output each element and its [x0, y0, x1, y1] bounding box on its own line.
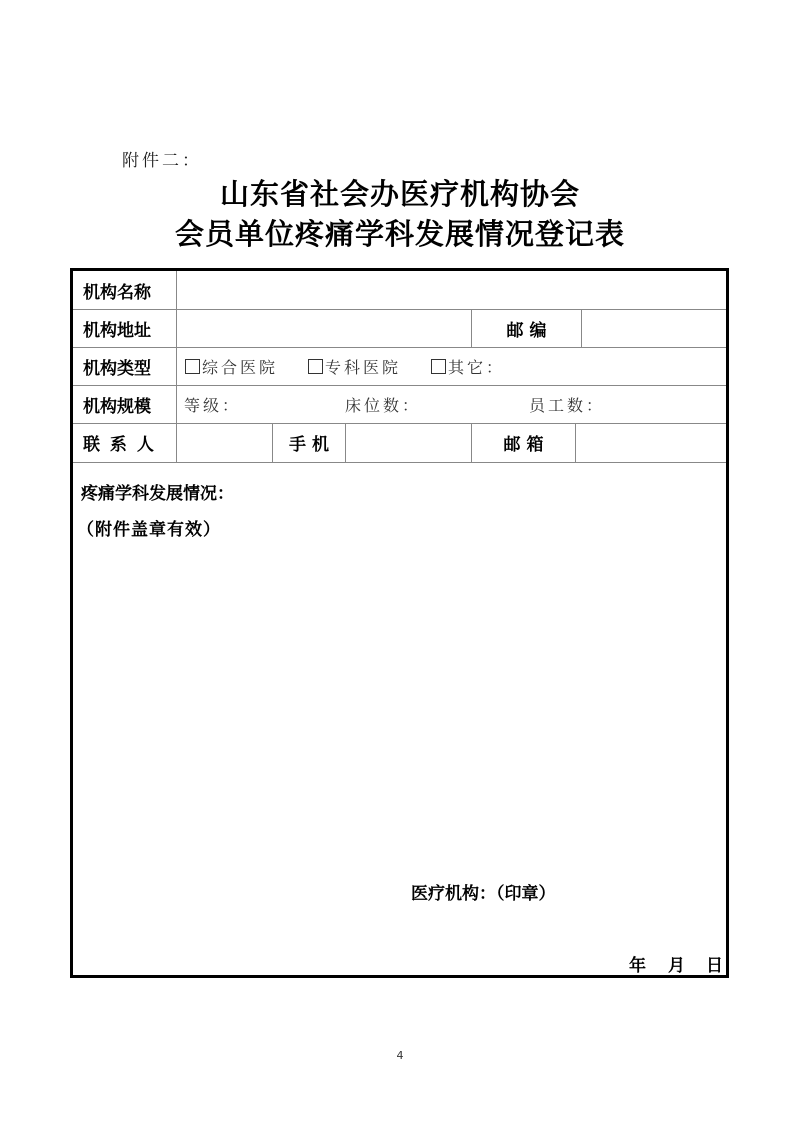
type-option-other[interactable]	[431, 355, 505, 378]
checkbox-icon[interactable]	[185, 359, 200, 374]
postcode-field[interactable]	[582, 309, 726, 347]
grade-label[interactable]: 等级：	[184, 395, 242, 415]
row-institution-name	[73, 271, 726, 310]
development-note: （附件盖章有效）	[77, 520, 221, 540]
phone-field[interactable]	[346, 423, 471, 462]
contact-person-label: 联 系 人	[83, 435, 156, 455]
institution-address-field[interactable]	[177, 309, 471, 347]
contact-person-field[interactable]	[177, 423, 272, 462]
email-label: 邮 箱	[503, 435, 544, 455]
development-label: 疼痛学科发展情况：	[81, 484, 234, 504]
checkbox-icon[interactable]	[431, 359, 446, 374]
registration-form	[70, 268, 729, 978]
divider	[176, 347, 177, 385]
date-month: 月	[668, 956, 685, 976]
postcode-label: 邮 编	[506, 320, 547, 341]
type-option-general-hospital[interactable]	[185, 355, 278, 378]
row-institution-type	[73, 347, 726, 386]
type-option-specialty-hospital[interactable]	[308, 355, 401, 378]
date-year: 年	[629, 956, 646, 976]
institution-type-label: 机构类型	[83, 358, 151, 379]
email-field[interactable]	[576, 423, 726, 462]
page-number: 4	[396, 1049, 404, 1062]
row-institution-address	[73, 309, 726, 348]
phone-label: 手 机	[289, 435, 329, 455]
development-section[interactable]	[73, 463, 726, 975]
title-line-1: 山东省社会办医疗机构协会	[219, 177, 580, 211]
date-day: 日	[706, 956, 723, 976]
option-label: 专科医院	[325, 357, 402, 377]
seal-label: 医疗机构：（印章）	[411, 884, 556, 904]
staff-label[interactable]: 员工数：	[529, 395, 606, 415]
row-contact	[73, 423, 726, 463]
option-label: 综合医院	[202, 357, 279, 377]
divider	[176, 385, 177, 423]
checkbox-icon[interactable]	[308, 359, 323, 374]
institution-address-label: 机构地址	[83, 320, 151, 341]
title-line-2: 会员单位疼痛学科发展情况登记表	[174, 217, 625, 251]
institution-name-label: 机构名称	[83, 282, 151, 303]
beds-label[interactable]: 床位数：	[345, 395, 422, 415]
attachment-label: 附件二：	[122, 151, 202, 171]
institution-name-field[interactable]	[177, 271, 726, 309]
row-institution-scale	[73, 385, 726, 424]
option-label: 其它：	[448, 357, 506, 377]
institution-scale-label: 机构规模	[83, 396, 151, 417]
